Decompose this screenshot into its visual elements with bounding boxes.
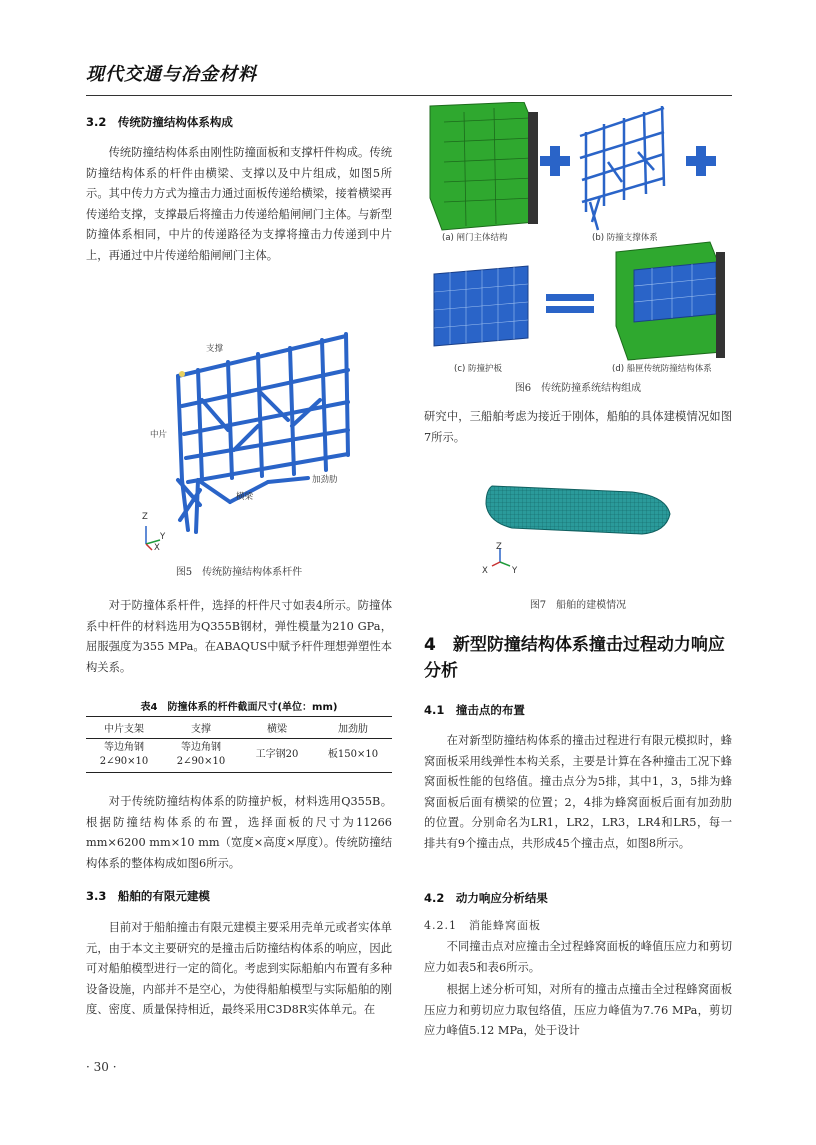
figure-7-ship-drawing bbox=[470, 470, 690, 582]
fig6-sub-d: (d) 船匣传统防撞结构体系 bbox=[612, 364, 712, 374]
paragraph-member-size: 对于防撞体系杆件，选择的杆件尺寸如表4所示。防撞体系中杆件的材料选用为Q355B钢材，弹性模量为210 GPa，屈服强度为355 MPa。在ABAQUS中赋予杆件理想弹塑性本构关系。 bbox=[86, 599, 392, 674]
fig5-label-support: 支撑 bbox=[206, 344, 224, 354]
page-number: · 30 · bbox=[86, 1060, 117, 1074]
section-4-1-paragraph: 在对新型防撞结构体系的撞击过程进行有限元模拟时，蜂窝面板采用线弹性本构关系，主要是计算在各种撞击工况下蜂窝面板性能的包络值。撞击点分为5排，其中1，3，5排为蜂窝面板后面有横梁的位置；2，4排为蜂窝面板后面有加劲肋的位置。分别命名为LR1，LR2，LR3，LR4和LR5，每一排共有9个撞击点，共形成45个撞击点，如图8所示。 bbox=[424, 734, 732, 850]
table-4 bbox=[86, 716, 392, 773]
table-cell: 等边角钢2∠90×10 bbox=[86, 739, 162, 773]
section-4-2-1-paragraph-2: 根据上述分析可知，对所有的撞击点撞击全过程蜂窝面板压应力和剪切应力取包络值，压应力峰值为7.76 MPa，剪切应力峰值5.12 MPa，处于设计 bbox=[424, 983, 732, 1037]
figure-6-caption: 图6 传统防撞系统结构组成 bbox=[514, 383, 642, 394]
fig5-axis-y: Y bbox=[160, 532, 166, 542]
fig7-axis-x: X bbox=[482, 566, 488, 576]
table-cell: 等边角钢2∠90×10 bbox=[162, 739, 240, 773]
paragraph-ship-intro: 研究中，三船舶考虑为接近于刚体，船舶的具体建模情况如图7所示。 bbox=[424, 410, 732, 444]
section-3-2-paragraph: 传统防撞结构体系由刚性防撞面板和支撑杆件构成。传统防撞结构体系的杆件由横梁、支撑以及中片组成，如图5所示。其中传力方式为撞击力通过面板传递给横梁，接着横梁再传递给支撑，支撑最后将撞击力传递给船闸闸门主体。与新型防撞体系相同，中片的传递路径为支撑将撞击力传递到中片上，再通过中片传递给船闸闸门主体。 bbox=[86, 146, 392, 262]
journal-logo: 现代交通与冶金材料 bbox=[86, 64, 257, 85]
table-4-caption: 表4 防撞体系的杆件截面尺寸(单位：mm) bbox=[140, 702, 338, 713]
figure-5 bbox=[138, 330, 368, 562]
table-header-cell: 中片支架 bbox=[86, 717, 162, 739]
section-4-2-1-paragraph-1: 不同撞击点对应撞击全过程蜂窝面板的峰值压应力和剪切应力如表5和表6所示。 bbox=[424, 940, 732, 974]
figure-5-caption: 图5 传统防撞结构体系杆件 bbox=[175, 567, 303, 578]
fig6-sub-a: (a) 闸门主体结构 bbox=[442, 233, 508, 243]
fig5-label-beam: 横梁 bbox=[236, 492, 254, 502]
figure-7 bbox=[470, 470, 690, 582]
fig6-sub-b: (b) 防撞支撑体系 bbox=[592, 233, 658, 243]
fig5-axis-x: X bbox=[154, 543, 160, 553]
section-3-3-paragraph: 目前对于船舶撞击有限元建模主要采用壳单元或者实体单元，由于本文主要研究的是撞击后防撞结构体系的响应，因此可对船舶模型进行一定的简化。考虑到实际船舶内布置有多种设备设施，内部并不是空心，为使得船舶模型与实际船舶的刚度、密度、质量保持相近，最终采用C3D8R实体单元。在 bbox=[86, 921, 392, 1016]
fig5-axis-z: Z bbox=[142, 512, 148, 522]
section-4-title: 4 新型防撞结构体系撞击过程动力响应分析 bbox=[424, 635, 725, 681]
section-3-2-title: 3.2 传统防撞结构体系构成 bbox=[86, 115, 233, 129]
section-4-2-title: 4.2 动力响应分析结果 bbox=[424, 891, 548, 905]
section-4-1-title: 4.1 撞击点的布置 bbox=[424, 703, 525, 717]
fig7-axis-y: Y bbox=[512, 566, 518, 576]
paragraph-protective-panel: 对于传统防撞结构体系的防撞护板，材料选用Q355B。根据防撞结构体系的布置，选择面板的尺寸为11266 mm×6200 mm×10 mm（宽度×高度×厚度）。传统防撞结构体系的整体构成如图6所示。 bbox=[86, 795, 392, 870]
figure-7-caption: 图7 船舶的建模情况 bbox=[529, 600, 627, 611]
fig7-axis-z: Z bbox=[496, 542, 502, 552]
header-rule bbox=[86, 95, 732, 96]
table-cell: 工字钢20 bbox=[240, 739, 314, 773]
table-cell: 板150×10 bbox=[314, 739, 392, 773]
table-header-cell: 横梁 bbox=[240, 717, 314, 739]
table-row bbox=[86, 739, 392, 773]
table-header-row bbox=[86, 717, 392, 739]
figure-6 bbox=[424, 102, 732, 372]
table-header-cell: 加劲肋 bbox=[314, 717, 392, 739]
table-header-cell: 支撑 bbox=[162, 717, 240, 739]
section-4-2-1-title: 4.2.1 消能蜂窝面板 bbox=[424, 919, 541, 932]
section-3-3-title: 3.3 船舶的有限元建模 bbox=[86, 889, 210, 903]
fig6-sub-c: (c) 防撞护板 bbox=[454, 364, 503, 374]
fig5-label-midpiece: 中片 bbox=[150, 430, 168, 440]
fig5-label-stiffener: 加劲肋 bbox=[312, 475, 338, 485]
